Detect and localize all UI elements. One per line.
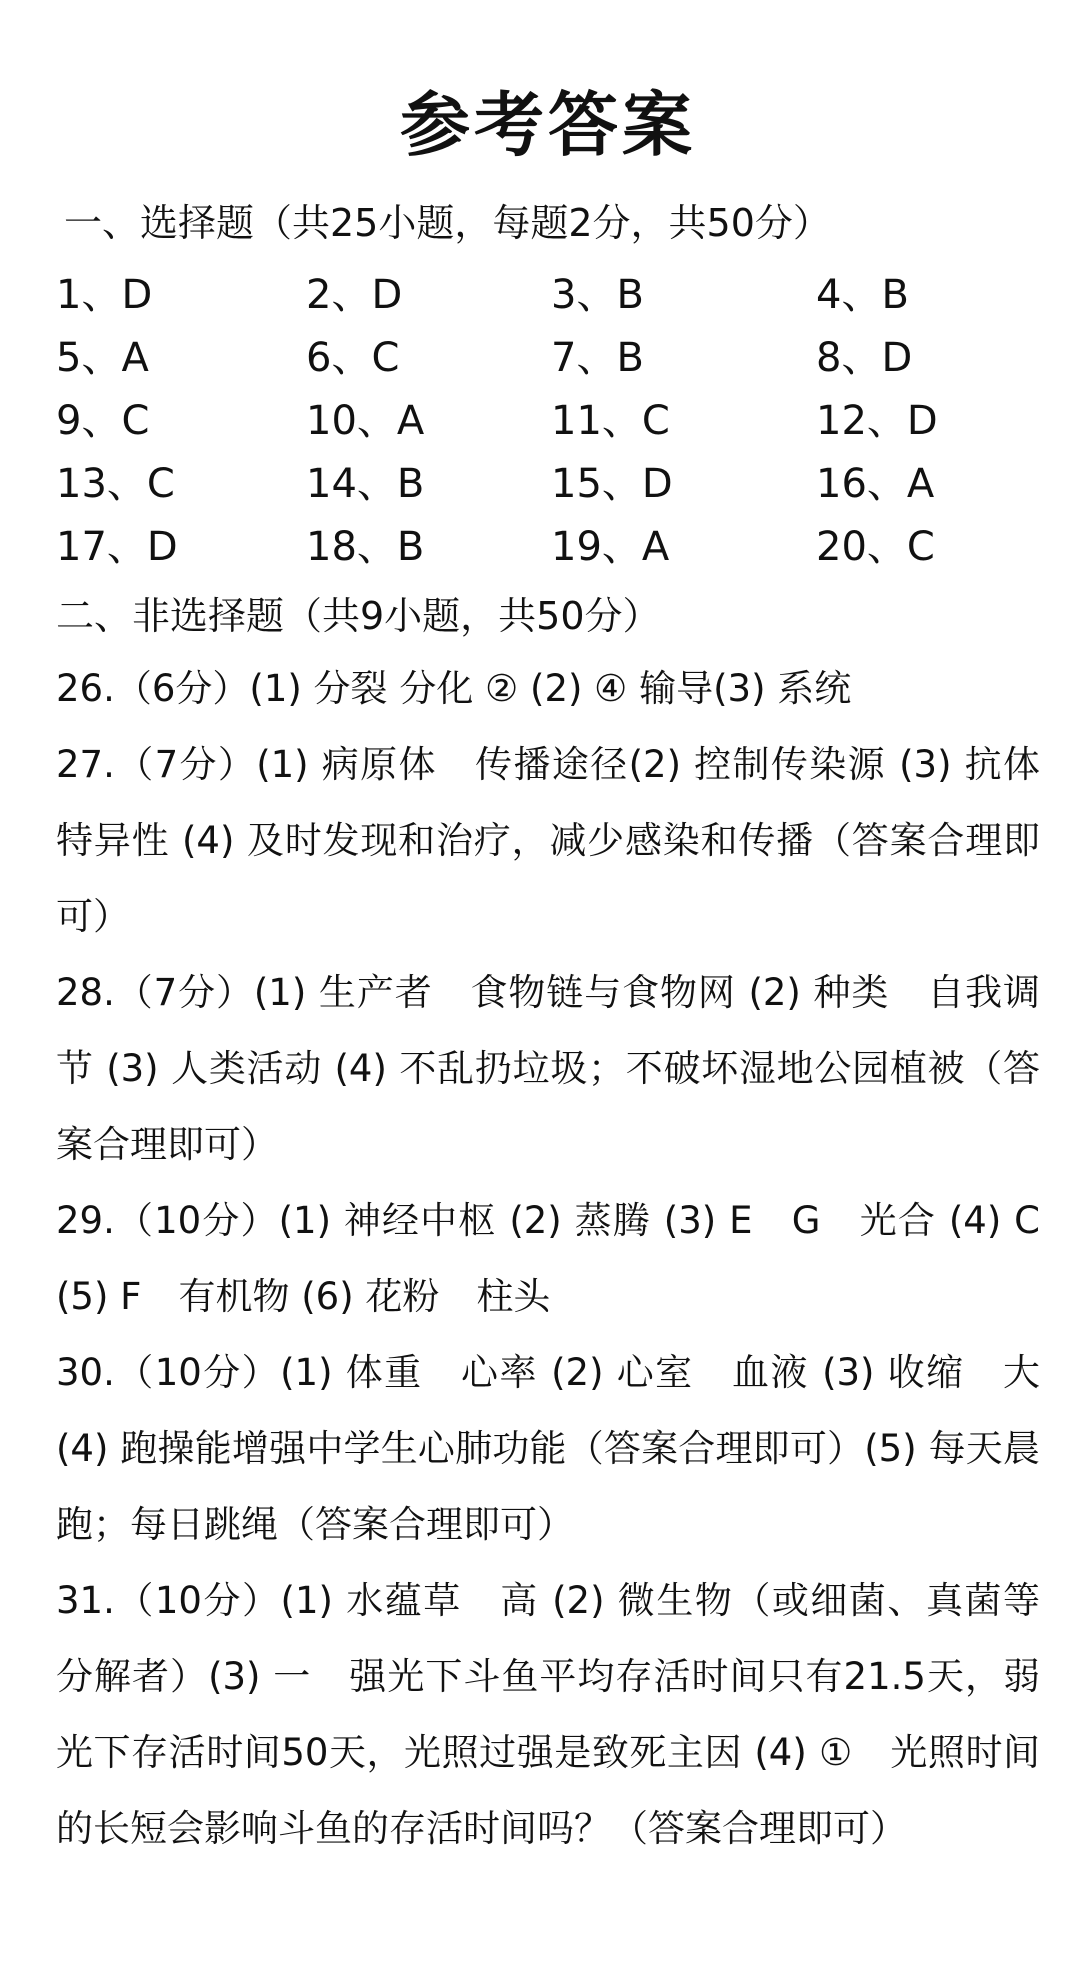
answer-item-27: 27.（7分）(1) 病原体 传播途径(2) 控制传染源 (3) 抗体 特异性 (4) 及时发现和治疗，减少感染和传播（答案合理即可） <box>56 743 1077 938</box>
mc-answer: 3、B <box>551 272 644 318</box>
answer-item-26: 26.（6分）(1) 分裂 分化 ② (2) ④ 输导(3) 系统 <box>56 667 852 710</box>
mc-answer: 5、A <box>56 335 149 381</box>
mc-answer: 8、D <box>816 335 913 381</box>
mc-answer: 12、D <box>816 398 938 444</box>
mc-answer: 9、C <box>56 398 150 444</box>
answer-item-28: 28.（7分）(1) 生产者 食物链与食物网 (2) 种类 自我调节 (3) 人类活动 (4) 不乱扔垃圾；不破坏湿地公园植被（答案合理即可） <box>56 971 1040 1166</box>
mc-answer: 18、B <box>306 524 425 570</box>
answer-item-31: 31.（10分）(1) 水蕴草 高 (2) 微生物（或细菌、真菌等分解者）(3) 一 强光下斗鱼平均存活时间只有21.5天，弱光下存活时间50天，光照过强是致死主因 (4) ① 光照时间的长短会影响斗鱼的存活时间吗？（答案合理即可） <box>56 1579 1040 1850</box>
mc-answer: 7、B <box>551 335 644 381</box>
mc-answer: 1、D <box>56 272 153 318</box>
mc-answer: 11、C <box>551 398 670 444</box>
page-title: 参考答案 <box>400 84 696 166</box>
mc-answer: 14、B <box>306 461 425 507</box>
mc-answer: 13、C <box>56 461 175 507</box>
mc-answer: 19、A <box>551 524 670 570</box>
mc-answer: 20、C <box>816 524 935 570</box>
section-2-heading: 二、非选择题（共9小题，共50分） <box>56 594 661 638</box>
mc-answer: 6、C <box>306 335 400 381</box>
mc-answer: 16、A <box>816 461 935 507</box>
mc-answer: 4、B <box>816 272 909 318</box>
answer-item-30: 30.（10分）(1) 体重 心率 (2) 心室 血液 (3) 收缩 大 (4) 跑操能增强中学生心肺功能（答案合理即可）(5) 每天晨跑；每日跳绳（答案合理即可） <box>56 1351 1040 1546</box>
section-1-heading: 一、选择题（共25小题，每题2分，共50分） <box>64 201 831 245</box>
mc-answer: 10、A <box>306 398 425 444</box>
mc-answer: 2、D <box>306 272 403 318</box>
mc-answer: 15、D <box>551 461 673 507</box>
multiple-choice-answers <box>56 264 1040 579</box>
answer-item-29: 29.（10分）(1) 神经中枢 (2) 蒸腾 (3) E G 光合 (4) C (5) F 有机物 (6) 花粉 柱头 <box>56 1199 1040 1318</box>
mc-answer: 17、D <box>56 524 178 570</box>
